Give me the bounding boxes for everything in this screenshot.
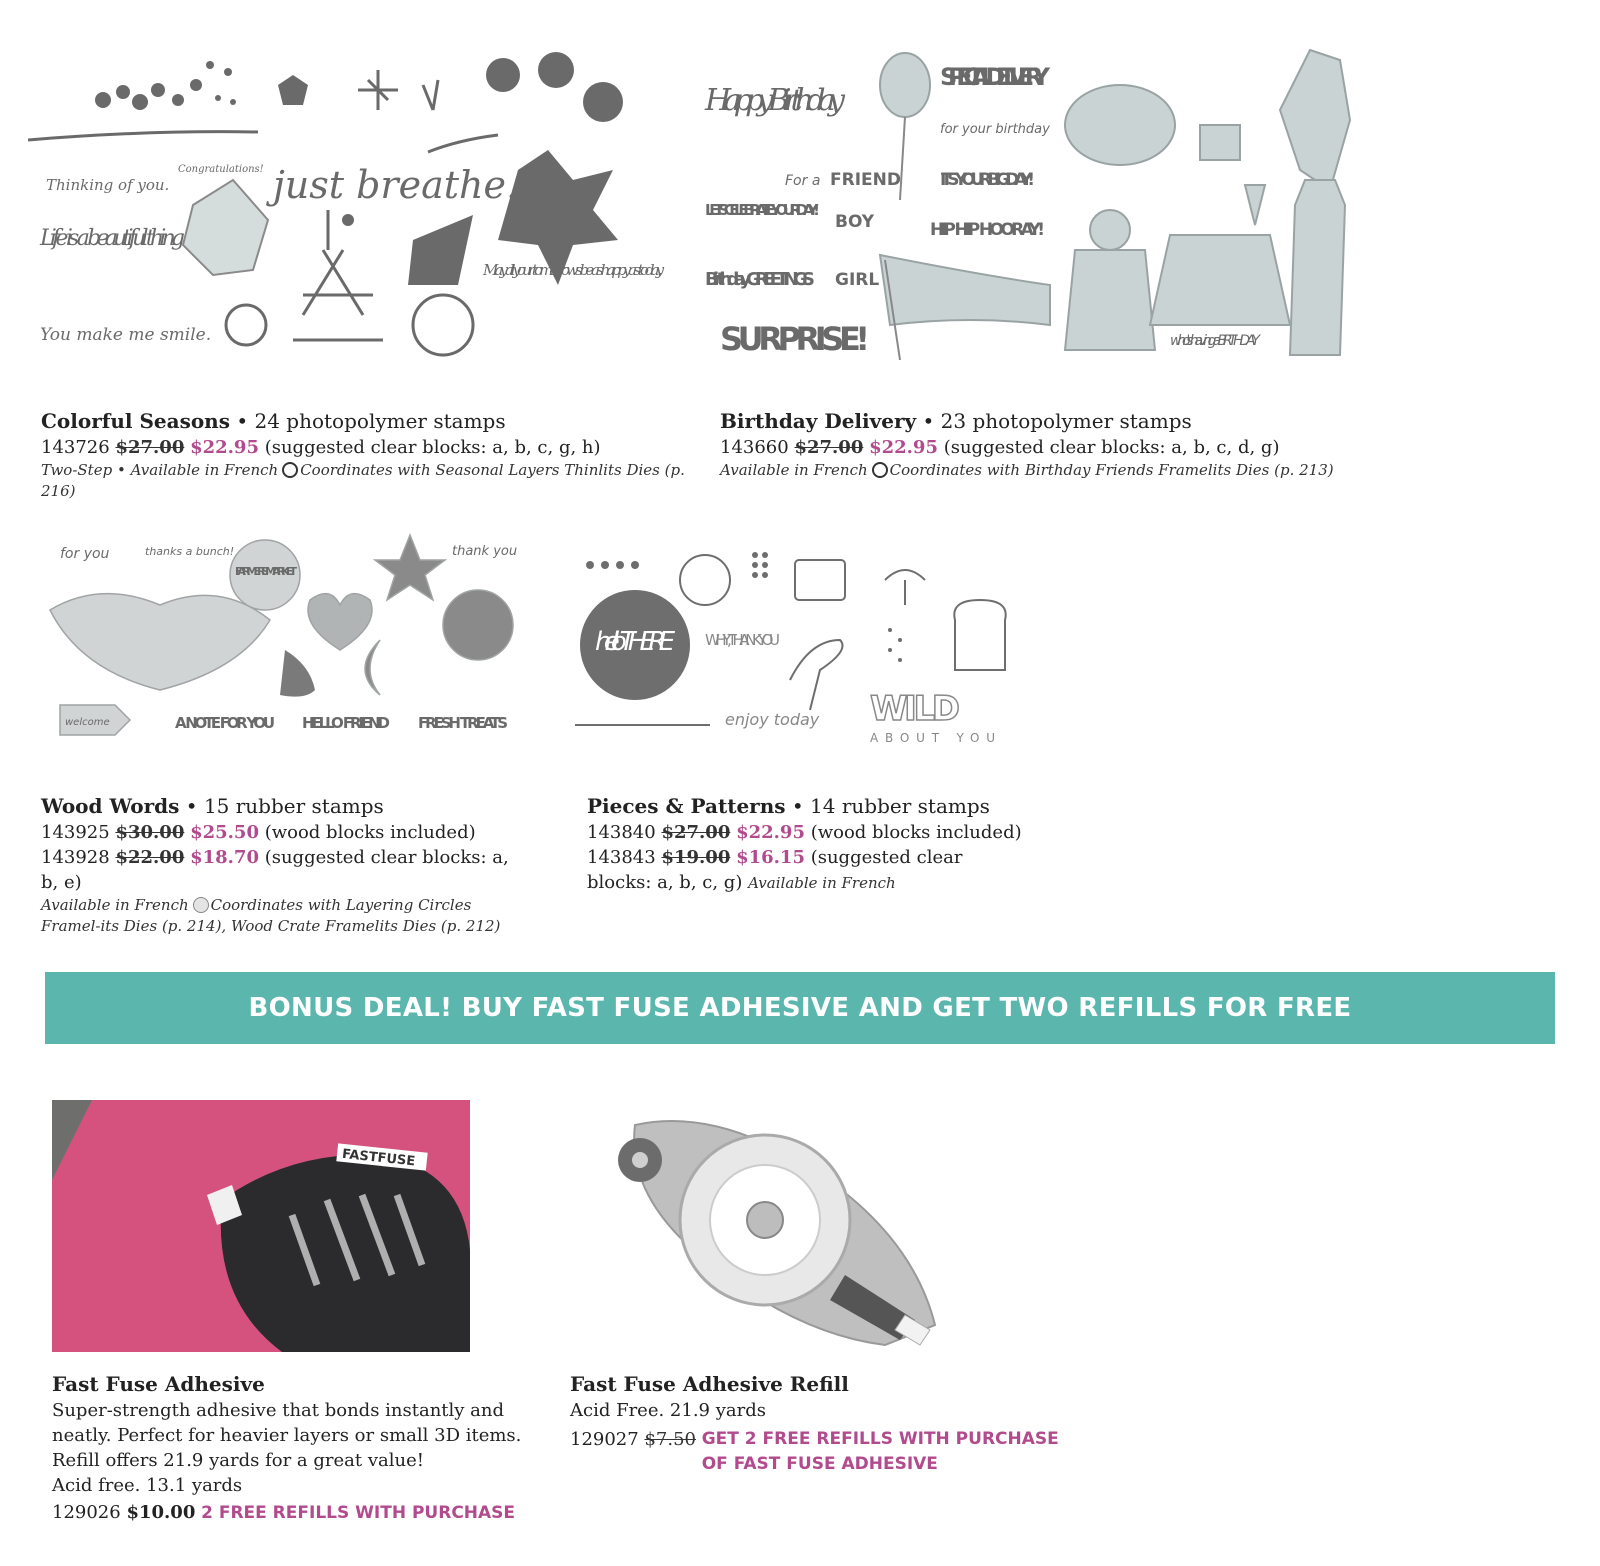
product-name: Birthday Delivery — [720, 409, 917, 433]
old-price: $27.00 — [794, 437, 864, 458]
note-coordinates: Coordinates with Layering Circles Framel-its Dies (p. 214), Wood Crate Framelits Dies (p. 212) — [41, 896, 501, 935]
stamp-text-wild: WILD — [870, 689, 960, 729]
stamp-text-tomorrows: May all your tomorrows be as happy as today. — [483, 261, 663, 279]
old-price: $27.00 — [661, 822, 731, 843]
banner-text: BONUS DEAL! BUY FAST FUSE ADHESIVE AND GET TWO REFILLS FOR FREE — [248, 993, 1352, 1023]
sale-price: $25.50 — [190, 822, 259, 843]
sale-price: $16.15 — [736, 847, 805, 868]
stamp-text-why-thank-you: WHY, THANK YOU — [705, 631, 780, 649]
stamp-text-breathe: just breathe. — [273, 163, 519, 207]
coordinates-circle-icon — [282, 462, 298, 478]
product-details: Acid Free. 21.9 yards — [570, 1400, 766, 1421]
bonus-deal-banner — [45, 972, 1555, 1044]
product-name: Wood Words — [41, 794, 180, 818]
item-number: 143726 — [41, 437, 110, 458]
price-line — [41, 845, 531, 895]
sale-price: $22.95 — [869, 437, 938, 458]
stamp-text-congrats: Congratulations! — [178, 164, 264, 175]
item-number: 129027 — [570, 1429, 639, 1450]
item-number: 129026 — [52, 1502, 121, 1523]
product-title — [720, 408, 1360, 435]
price-suffix: (suggested clear blocks: a, b, c, d, g) — [943, 437, 1280, 458]
stamp-text-smile: You make me smile. — [40, 325, 212, 345]
price-suffix: (suggested clear blocks: a, b, c, g) — [587, 847, 963, 893]
stamp-text-thanks-bunch: thanks a bunch! — [145, 545, 235, 558]
stamp-text-for-your-birthday: for your birthday — [940, 122, 1050, 137]
item-number: 143928 — [41, 847, 110, 868]
stamp-text-note-for-you: A NOTE FOR YOU — [175, 714, 275, 732]
stamp-text-special-delivery: SPECIAL DELIVERY — [940, 63, 1050, 91]
stamp-text-for-a: For a — [785, 173, 821, 189]
stamp-text-friend: FRIEND — [830, 170, 901, 190]
product-count: 14 rubber stamps — [810, 794, 990, 818]
product-count: 23 photopolymer stamps — [940, 409, 1192, 433]
colorful-seasons-image — [28, 40, 668, 385]
price-line — [52, 1500, 522, 1526]
stamp-text-happy-birthday: Happy Birthday — [705, 83, 845, 118]
product-title — [587, 793, 1027, 820]
stamp-text-hello-friend: HELLO FRIEND — [302, 714, 390, 732]
product-details: Acid free. 13.1 yards — [52, 1475, 243, 1496]
product-name: Fast Fuse Adhesive — [52, 1372, 265, 1396]
product-note — [41, 895, 531, 937]
product-colorful-seasons — [41, 408, 691, 502]
note-coordinates: Coordinates with Seasonal Layers Thinlits Dies (p. 216) — [41, 461, 685, 500]
sale-price: $18.70 — [190, 847, 259, 868]
stamp-text-girl: GIRL — [835, 270, 880, 290]
stamp-text-lets-celebrate: LET'S CELEBRATE YOUR DAY! — [705, 201, 820, 219]
pieces-patterns-image — [575, 550, 1015, 765]
product-description: Super-strength adhesive that bonds instantly and neatly. Perfect for heavier layers or small 3D items. Refill offers 21.9 yards for a great value! — [52, 1400, 522, 1471]
note-text: Available in French — [41, 896, 189, 914]
item-number: 143925 — [41, 822, 110, 843]
price-suffix: (suggested clear blocks: a, b, e) — [41, 847, 509, 893]
price-line — [587, 820, 1027, 845]
product-title — [41, 793, 531, 820]
stamp-text-welcome: welcome — [65, 717, 110, 728]
product-title — [41, 408, 691, 435]
product-name: Colorful Seasons — [41, 409, 230, 433]
sale-price: $22.95 — [736, 822, 805, 843]
product-birthday-delivery — [720, 408, 1360, 481]
coordinates-circle-icon — [193, 897, 209, 913]
fast-fuse-refill-image — [605, 1105, 975, 1355]
note-text: Available in French — [748, 874, 896, 892]
coordinates-circle-icon — [872, 462, 888, 478]
price-line — [570, 1427, 1090, 1477]
product-name: Pieces & Patterns — [587, 794, 786, 818]
stamp-text-for-you: for you — [60, 546, 110, 562]
price-line — [587, 845, 1027, 895]
old-price: $7.50 — [644, 1429, 696, 1450]
stamp-text-life: Life is a beautiful thing — [40, 226, 186, 251]
promo-text: GET 2 FREE REFILLS WITH PURCHASE OF FAST FUSE ADHESIVE — [701, 1429, 1059, 1474]
title-separator: • — [916, 409, 941, 433]
title-separator: • — [229, 409, 255, 433]
product-count: 15 rubber stamps — [203, 794, 384, 818]
stamp-text-fresh-treats: FRESH TREATS — [418, 714, 508, 732]
stamp-text-about-you: ABOUT YOU — [870, 731, 995, 745]
price-line — [41, 820, 531, 845]
fast-fuse-adhesive-image — [52, 1100, 470, 1352]
birthday-delivery-image — [700, 25, 1400, 385]
promo-text: 2 FREE REFILLS WITH PURCHASE — [201, 1503, 516, 1523]
product-fast-fuse-adhesive — [52, 1370, 522, 1526]
stamp-text-thank-you: thank you — [452, 544, 518, 559]
old-price: $19.00 — [661, 847, 731, 868]
stamp-text-hello-there: hello THERE — [595, 627, 675, 657]
item-number: 143660 — [720, 437, 789, 458]
title-separator: • — [179, 794, 204, 818]
note-coordinates: Coordinates with Birthday Friends Framelits Dies (p. 213) — [889, 461, 1334, 479]
stamp-text-whos-having: who's having a BIRTHDAY — [1170, 333, 1260, 349]
old-price: $22.00 — [115, 847, 185, 868]
price: $10.00 — [126, 1502, 196, 1523]
product-pieces-patterns — [587, 793, 1027, 895]
note-text: Available in French — [720, 461, 868, 479]
product-fast-fuse-refill — [570, 1370, 1090, 1477]
stamp-text-farmers-market: FARMER'S MARKET — [235, 565, 297, 578]
wood-words-image — [40, 530, 530, 765]
stamp-text-hip-hooray: HIP HIP HOORAY! — [930, 220, 1045, 240]
product-note — [720, 460, 1360, 481]
title-separator: • — [785, 794, 811, 818]
item-number: 143840 — [587, 822, 656, 843]
stamp-text-big-day: IT'S YOUR BIG DAY! — [940, 170, 1035, 190]
product-wood-words — [41, 793, 531, 937]
price-suffix: (suggested clear blocks: a, b, c, g, h) — [264, 437, 601, 458]
sale-price: $22.95 — [190, 437, 259, 458]
stamp-text-boy: BOY — [835, 212, 875, 232]
price-line — [720, 435, 1360, 460]
price-suffix: (wood blocks included) — [810, 822, 1022, 843]
old-price: $30.00 — [115, 822, 185, 843]
price-line — [41, 435, 691, 460]
product-name: Fast Fuse Adhesive Refill — [570, 1372, 849, 1396]
item-number: 143843 — [587, 847, 656, 868]
price-suffix: (wood blocks included) — [264, 822, 476, 843]
stamp-text-birthday-greetings: Birthday GREETINGS — [705, 269, 815, 290]
fastfuse-label: FASTFUSE — [341, 1146, 416, 1170]
old-price: $27.00 — [115, 437, 185, 458]
product-note — [41, 460, 691, 502]
note-text: Two-Step • Available in French — [41, 461, 279, 479]
stamp-text-thinking: Thinking of you. — [46, 176, 170, 194]
stamp-text-enjoy-today: enjoy today — [725, 710, 820, 729]
stamp-text-surprise: SURPRISE! — [720, 320, 870, 358]
product-count: 24 photopolymer stamps — [254, 409, 506, 433]
